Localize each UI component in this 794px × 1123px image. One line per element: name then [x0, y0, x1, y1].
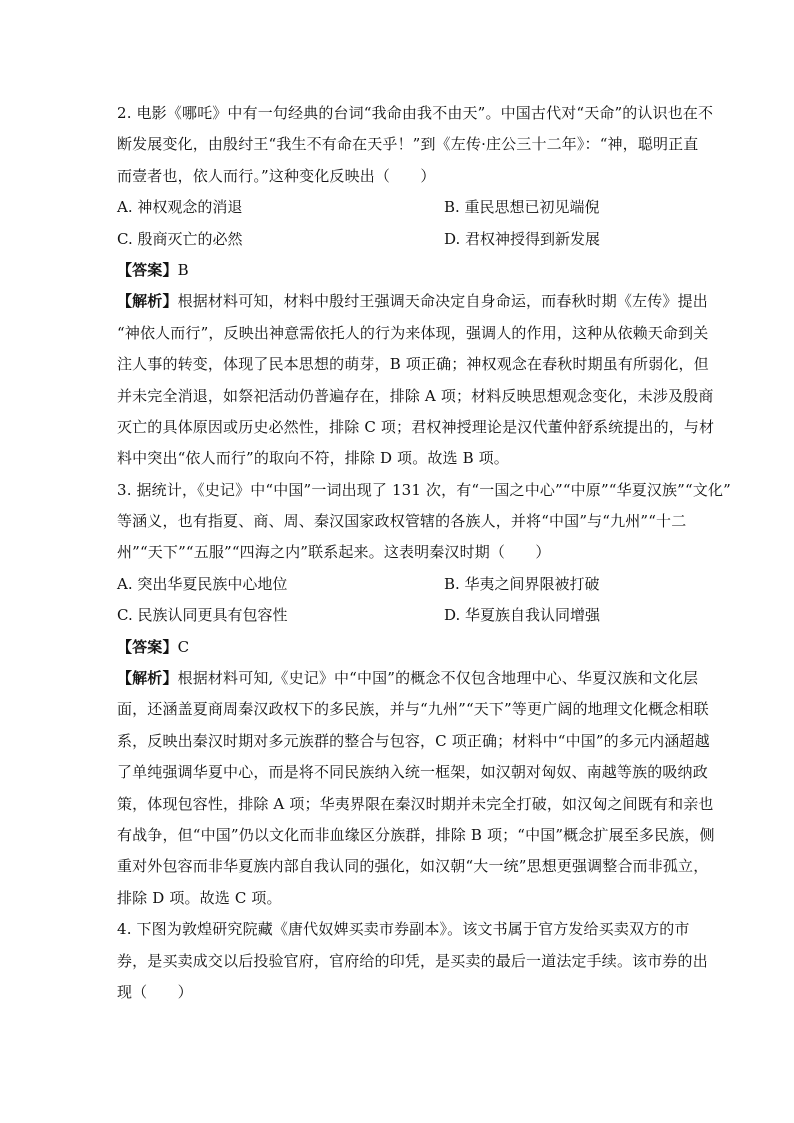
question-4-stem-line-1: 4. 下图为敦煌研究院藏《唐代奴婢买卖市券副本》。该文书属于官方发给买卖双方的市: [117, 920, 690, 939]
question-3-answer: [117, 632, 677, 663]
question-3-option-a: A. 突出华夏民族中心地位: [117, 574, 288, 593]
question-3-stem-line-2: 等涵义，也有指夏、商、周、秦汉国家政权管辖的各族人，并将“中国”与“九州”“十二: [117, 512, 687, 531]
question-3-option-d: D. 华夏族自我认同增强: [444, 606, 601, 625]
question-4: [117, 914, 708, 1008]
question-2-option-c: C. 殷商灭亡的必然: [117, 229, 243, 248]
question-4-stem-line-3: 现（ ）: [117, 982, 193, 1001]
question-2-option-a: A. 神权观念的消退: [117, 198, 243, 217]
question-2: [117, 98, 715, 475]
question-2-analysis-line-6: 料中突出“依人而行”的取向不符，排除 D 项。故选 B 项。: [117, 449, 509, 468]
question-2-options-row-2: [117, 224, 677, 255]
question-3-stem-line-3: 州”“天下”“五服”“四海之内”联系起来。这表明秦汉时期（ ）: [117, 543, 551, 562]
question-2-options-row-1: [117, 192, 677, 223]
question-2-option-b: B. 重民思想已初见端倪: [444, 198, 600, 217]
question-2-stem-line-3: 而壹者也，依人而行。”这种变化反映出（ ）: [117, 166, 436, 185]
answer-value: B: [177, 260, 189, 279]
question-2-analysis-line-1: [117, 286, 708, 317]
question-4-stem-line-2: 券，是买卖成交以后投验官府，官府给的印凭，是买卖的最后一道法定手续。该市券的出: [117, 951, 708, 970]
question-3: [117, 475, 731, 914]
question-3-analysis-line-3: 系，反映出秦汉时期对多元族群的整合与包容，C 项正确；材料中“中国”的多元内涵超越: [117, 731, 710, 750]
question-3-option-c: C. 民族认同更具有包容性: [117, 606, 288, 625]
analysis-label: 【解析】: [117, 669, 178, 688]
question-3-options-row-2: [117, 600, 677, 631]
question-3-analysis-line-1: [117, 663, 699, 694]
question-3-analysis-line-6: 有战争，但“中国”仍以文化而非血缘区分族群，排除 B 项；“中国”概念扩展至多民族，侧: [117, 825, 715, 844]
question-3-option-b: B. 华夷之间界限被打破: [444, 574, 600, 593]
question-2-answer: [117, 255, 677, 286]
question-2-analysis-line-4: 并未完全消退，如祭祀活动仍普遍存在，排除 A 项；材料反映思想观念变化，未涉及殷商: [117, 386, 714, 405]
question-3-analysis-line-7: 重对外包容而非华夏族内部自我认同的强化，如汉朝“大一统”思想更强调整合而非孤立，: [117, 857, 709, 876]
answer-label: 【答案】: [117, 260, 178, 279]
question-3-analysis-line-5: 策，体现包容性，排除 A 项；华夷界限在秦汉时期并未完全打破，如汉匈之间既有和亲也: [117, 794, 714, 813]
analysis-label: 【解析】: [117, 292, 178, 311]
analysis-text: 根据材料可知，材料中殷纣王强调天命决定自身命运，而春秋时期《左传》提出: [177, 292, 708, 311]
question-3-analysis-line-2: 面，还涵盖夏商周秦汉政权下的多民族，并与“九州”“天下”等更广阔的地理文化概念相联: [117, 700, 709, 719]
answer-value: C: [177, 637, 190, 656]
question-3-stem-line-1: 3. 据统计，《史记》中“中国”一词出现了 131 次，有“一国之中心”“中原”“华夏汉族”“文化”: [117, 480, 731, 499]
question-2-stem-line-1: 2. 电影《哪吒》中有一句经典的台词“我命由我不由天”。中国古代对“天命”的认识也在不: [117, 104, 714, 122]
question-2-analysis-line-2: “神依人而行”，反映出神意需依托人的行为来体现，强调人的作用，这种从依赖天命到关: [117, 323, 709, 342]
question-2-analysis-line-3: 注人事的转变，体现了民本思想的萌芽，B 项正确；神权观念在春秋时期虽有所弱化，但: [117, 355, 709, 374]
question-2-option-d: D. 君权神授得到新发展: [444, 229, 601, 248]
question-2-analysis-line-5: 灭亡的具体原因或历史必然性，排除 C 项；君权神授理论是汉代董仲舒系统提出的，与材: [117, 417, 715, 436]
question-3-analysis-line-4: 了单纯强调华夏中心，而是将不同民族纳入统一框架，如汉朝对匈奴、南越等族的吸纳政: [117, 763, 708, 782]
document-page: [117, 98, 731, 1008]
answer-label: 【答案】: [117, 637, 178, 656]
question-3-analysis-line-8: 排除 D 项。故选 C 项。: [117, 888, 282, 907]
analysis-text: 根据材料可知,《史记》中“中国”的概念不仅包含地理中心、华夏汉族和文化层: [177, 669, 699, 688]
question-2-stem-line-2: 断发展变化，由殷纣王“我生不有命在天乎！”到《左传·庄公三十二年》：“神，聪明正直: [117, 135, 699, 154]
question-3-options-row-1: [117, 569, 677, 600]
